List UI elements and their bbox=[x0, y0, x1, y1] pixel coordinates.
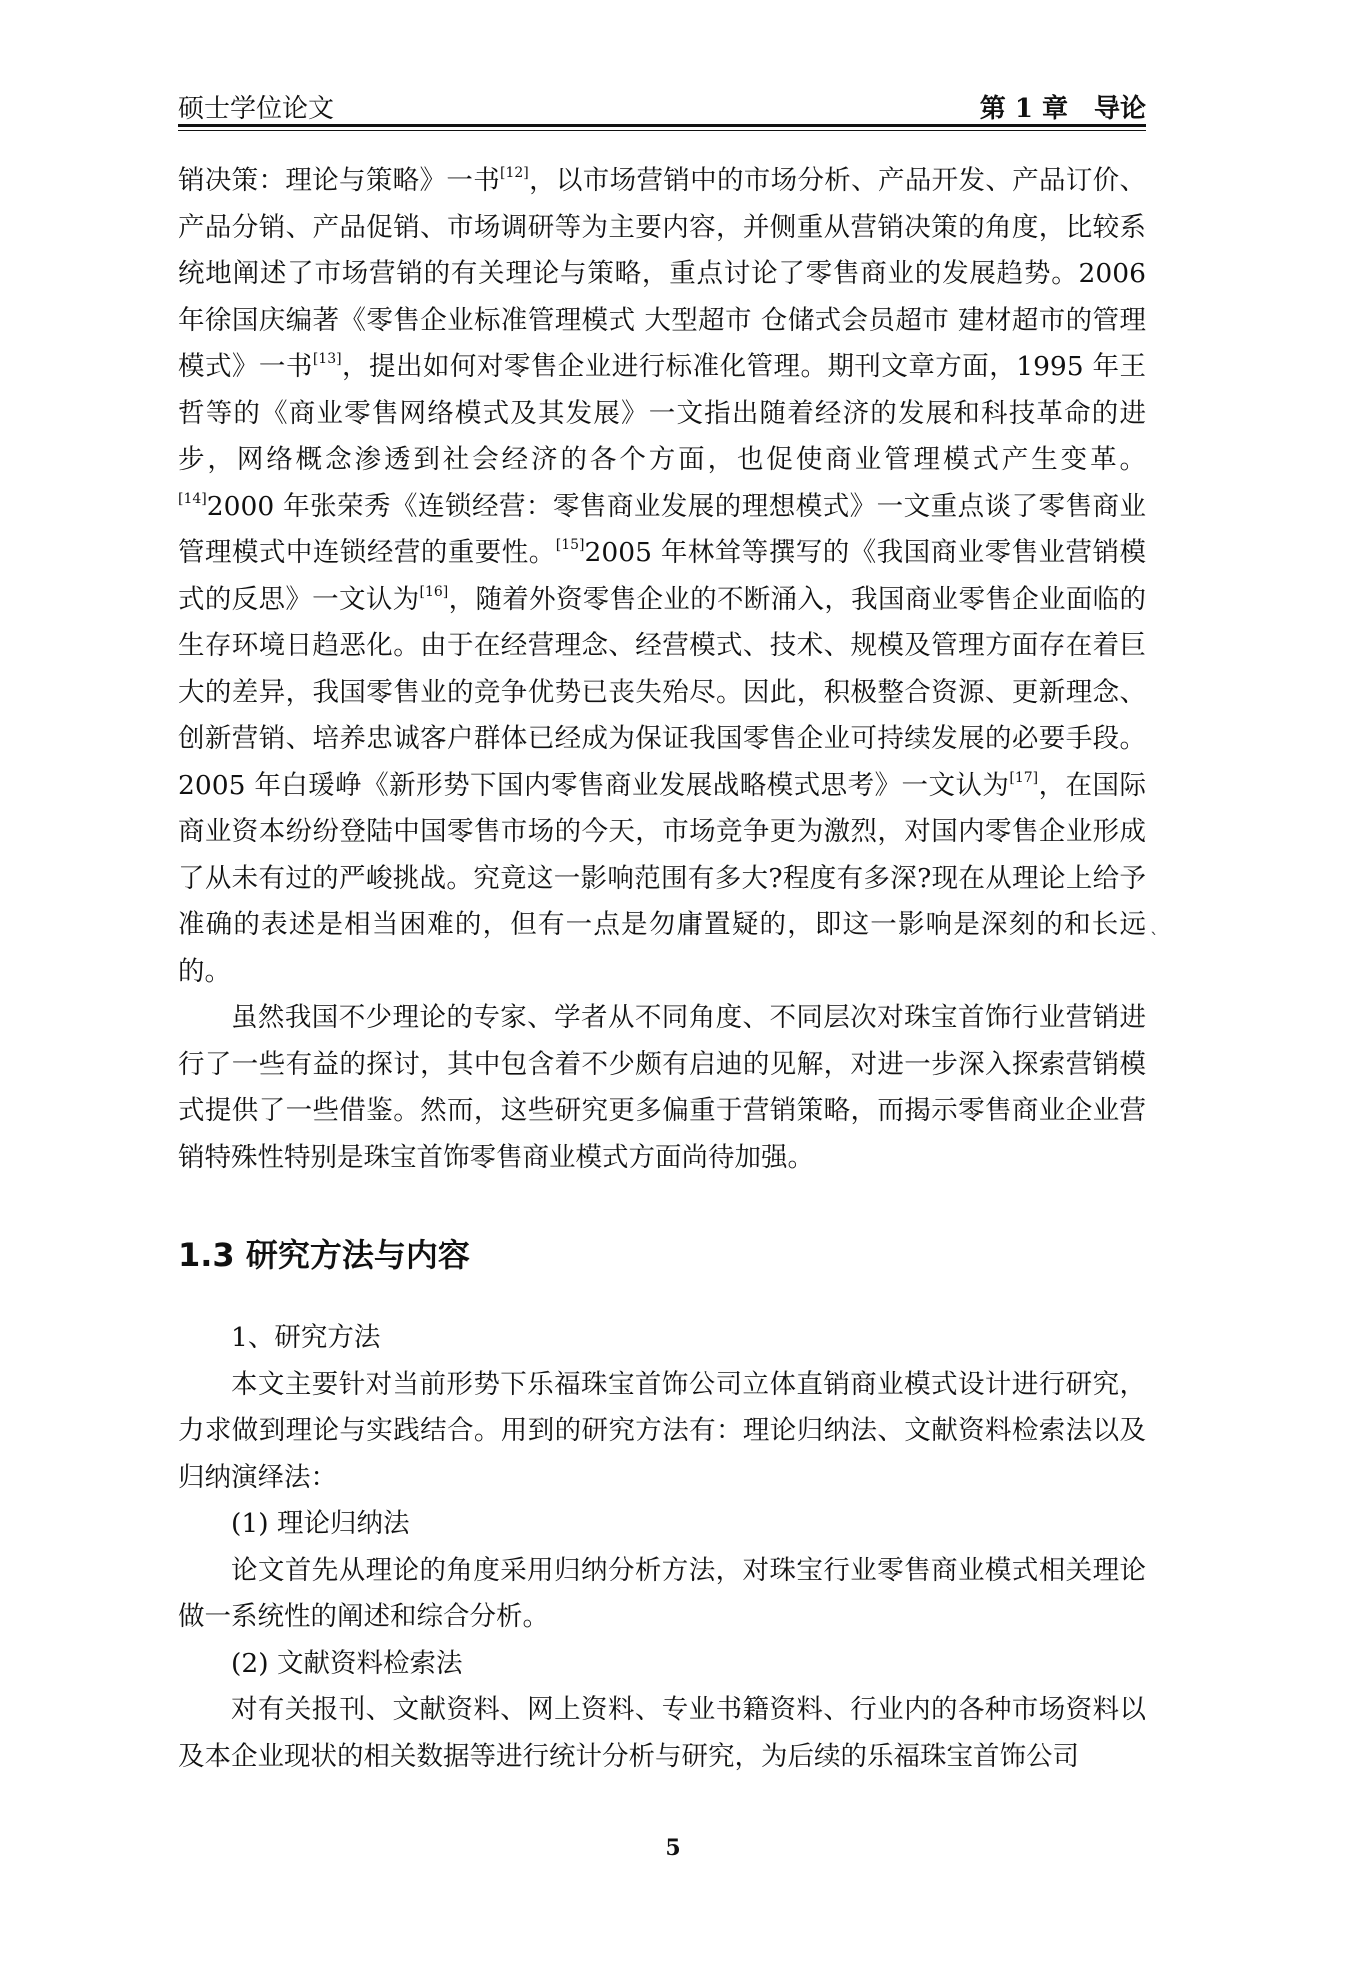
paragraph-research-gap: 虽然我国不少理论的专家、学者从不同角度、不同层次对珠宝首饰行业营销进行了一些有益的探讨，其中包含着不少颇有启迪的见解，对进一步深入探索营销模式提供了一些借鉴。然而，这些研究更多偏重于营销策略，而揭示零售商业企业营销特殊性特别是珠宝首饰零售商业模式方面尚待加强。 bbox=[178, 1002, 1146, 1173]
citation-13: [13] bbox=[312, 351, 342, 367]
paragraph-literature-review bbox=[178, 158, 1146, 995]
citation-16: [16] bbox=[419, 583, 449, 600]
method-1-title: (1) 理论归纳法 bbox=[231, 1508, 410, 1539]
citation-12: [12] bbox=[500, 165, 529, 181]
citation-15: [15] bbox=[555, 537, 585, 553]
body-text bbox=[178, 158, 1146, 1780]
header-thesis-label: 硕士学位论文 bbox=[178, 94, 335, 124]
page-number: 5 bbox=[665, 1835, 681, 1861]
text-run: ，随着外资零售企业的不断涌入，我国商业零售企业面临的生存环境日趋恶化。由于在经营理念、经营模式、技术、规模及管理方面存在着巨大的差异，我国零售业的竞争优势已丧失殆尽。因此，积极整合资源、更新理念、创新营销、培养忠诚客户群体已经成为保证我国零售企业可持续发展的必要手段。2005 年白瑗峥《新形势下国内零售商业发展战略模式思考》一文认为 bbox=[178, 583, 1147, 801]
method-2-title: (2) 文献资料检索法 bbox=[231, 1647, 463, 1679]
citation-17: [17] bbox=[1009, 769, 1039, 786]
subsection-title: 1、研究方法 bbox=[231, 1322, 381, 1353]
citation-14: [14] bbox=[178, 490, 207, 507]
section-heading: 1.3 研究方法与内容 bbox=[178, 1236, 470, 1274]
header-chapter-label: 第 1 章 导论 bbox=[979, 94, 1146, 124]
method-1-text: 论文首先从理论的角度采用归纳分析方法，对珠宝行业零售商业模式相关理论做一系统性的阐述和综合分析。 bbox=[178, 1554, 1146, 1632]
text-run: ，提出如何对零售企业进行标准化管理。期刊文章方面，1995 年王哲等的《商业零售网络模式及其发展》一文指出随着经济的发展和科技革命的进步，网络概念渗透到社会经济的各个方面，也促使商业管理模式产生变革。 bbox=[178, 351, 1147, 475]
text-run: ，以市场营销中的市场分析、产品开发、产品订价、产品分销、产品促销、市场调研等为主要内容，并侧重从营销决策的角度，比较系统地阐述了市场营销的有关理论与策略，重点讨论了零售商业的发展趋势。2006 年徐国庆编著《零售企业标准管理模式 大型超市 仓储式会员超市 建材超市的管理模式》一书 bbox=[178, 165, 1147, 382]
stray-scan-mark: ` bbox=[1150, 930, 1159, 951]
text-run: ，在国际商业资本纷纷登陆中国零售市场的今天，市场竞争更为激烈，对国内零售企业形成了从未有过的严峻挑战。究竟这一影响范围有多大?程度有多深?现在从理论上给予准确的表述是相当困难的，但有一点是勿庸置疑的，即这一影响是深刻的和长远的。 bbox=[178, 769, 1146, 987]
text-run: 销决策：理论与策略》一书 bbox=[178, 165, 501, 196]
text-run: 2005 年林耸等撰写的《我国商业零售业营销模式的反思》一文认为 bbox=[178, 537, 1146, 615]
text-run: 2000 年张荣秀《连锁经营：零售商业发展的理想模式》一文重点谈了零售商业管理模式中连锁经营的重要性。 bbox=[178, 490, 1146, 568]
running-header bbox=[178, 84, 1146, 127]
paragraph-methods-intro: 本文主要针对当前形势下乐福珠宝首饰公司立体直销商业模式设计进行研究，力求做到理论与实践结合。用到的研究方法有：理论归纳法、文献资料检索法以及归纳演绎法： bbox=[178, 1368, 1146, 1493]
method-2-text: 对有关报刊、文献资料、网上资料、专业书籍资料、行业内的各种市场资料以及本企业现状的相关数据等进行统计分析与研究，为后续的乐福珠宝首饰公司 bbox=[178, 1694, 1146, 1772]
